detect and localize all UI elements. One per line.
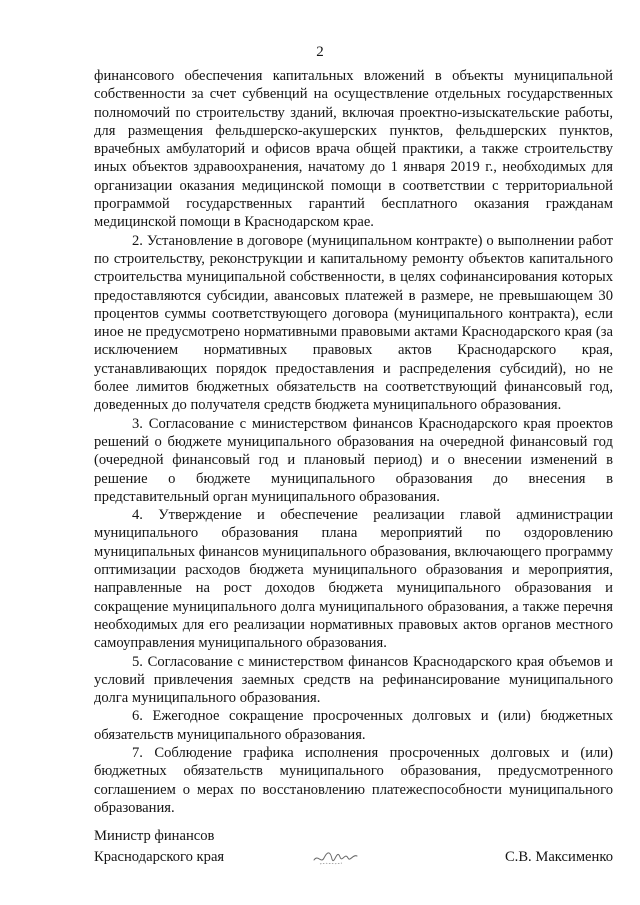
handwritten-signature bbox=[312, 840, 360, 870]
paragraph-7: 7. Соблюдение графика исполнения просроченных долговых и (или) бюджетных обязательств муниципального образования, предусмотренного соглашением о мерах по восстановлению платежеспособности муниципального образования. bbox=[94, 744, 613, 816]
signatory-title-line1: Министр финансов bbox=[94, 828, 215, 844]
paragraph-3: 3. Согласование с министерством финансов Краснодарского края проектов решений о бюджете муниципального образования на очередной финансовый год (очередной финансовый год и плановый период) и о внесении изменений в решение о бюджете муниципального образования до внесения в представительный орган муниципального образования. bbox=[94, 415, 613, 505]
signatory-name: С.В. Максименко bbox=[504, 849, 613, 865]
paragraph-continuation: финансового обеспечения капитальных вложений в объекты муниципальной собственности за счет субвенций на осуществление отдельных государственных полномочий по строительству зданий, включая проектно-изыскательские работы, для размещения фельдшерско-акушерских пунктов, фельдшерских пунктов, врачебных амбулаторий и офисов врача общей практики, а также строительству иных объектов здравоохранения, начатому до 1 января 2019 г., необходимых для организации оказания медицинской помощи в соответствии с территориальной программой государственных гарантий бесплатного оказания гражданам медицинской помощи в Краснодарском крае. bbox=[94, 68, 613, 231]
paragraph-6: 6. Ежегодное сокращение просроченных долговых и (или) бюджетных обязательств муниципального образования. bbox=[94, 708, 613, 743]
signatory-title-line2: Краснодарского края bbox=[94, 849, 225, 865]
paragraph-5: 5. Согласование с министерством финансов Краснодарского края объемов и условий привлечения заемных средств на рефинансирование муниципального долга муниципального образования. bbox=[94, 653, 613, 707]
document-body bbox=[94, 67, 613, 817]
paragraph-2: 2. Установление в договоре (муниципальном контракте) о выполнении работ по строительству, реконструкции и капитальному ремонту объектов капитального строительства муниципальной собственности, в целях софинансирования которых предоставляются субсидии, авансовых платежей в размере, не превышающем 30 процентов суммы соответствующего договора (муниципального контракта), если иное не предусмотрено нормативными правовыми актами Краснодарского края (за исключением нормативных правовых актов Краснодарского края, устанавливающих порядок предоставления и распределения субсидий), но не более лимитов бюджетных обязательств на соответствующий финансовый год, доведенных до получателя средств бюджета муниципального образования. bbox=[94, 232, 613, 414]
page-number: 2 bbox=[316, 44, 324, 60]
paragraph-4: 4. Утверждение и обеспечение реализации главой администрации муниципального образования плана мероприятий по оздоровлению муниципальных финансов муниципального образования, включающего программу оптимизации расходов бюджета муниципального образования и мероприятия, направленные на рост доходов бюджета муниципального образования и сокращение муниципального долга муниципального образования, а также перечня необходимых для его реализации нормативных правовых актов органов местного самоуправления муниципального образования. bbox=[94, 507, 613, 652]
signature-block bbox=[94, 826, 613, 868]
